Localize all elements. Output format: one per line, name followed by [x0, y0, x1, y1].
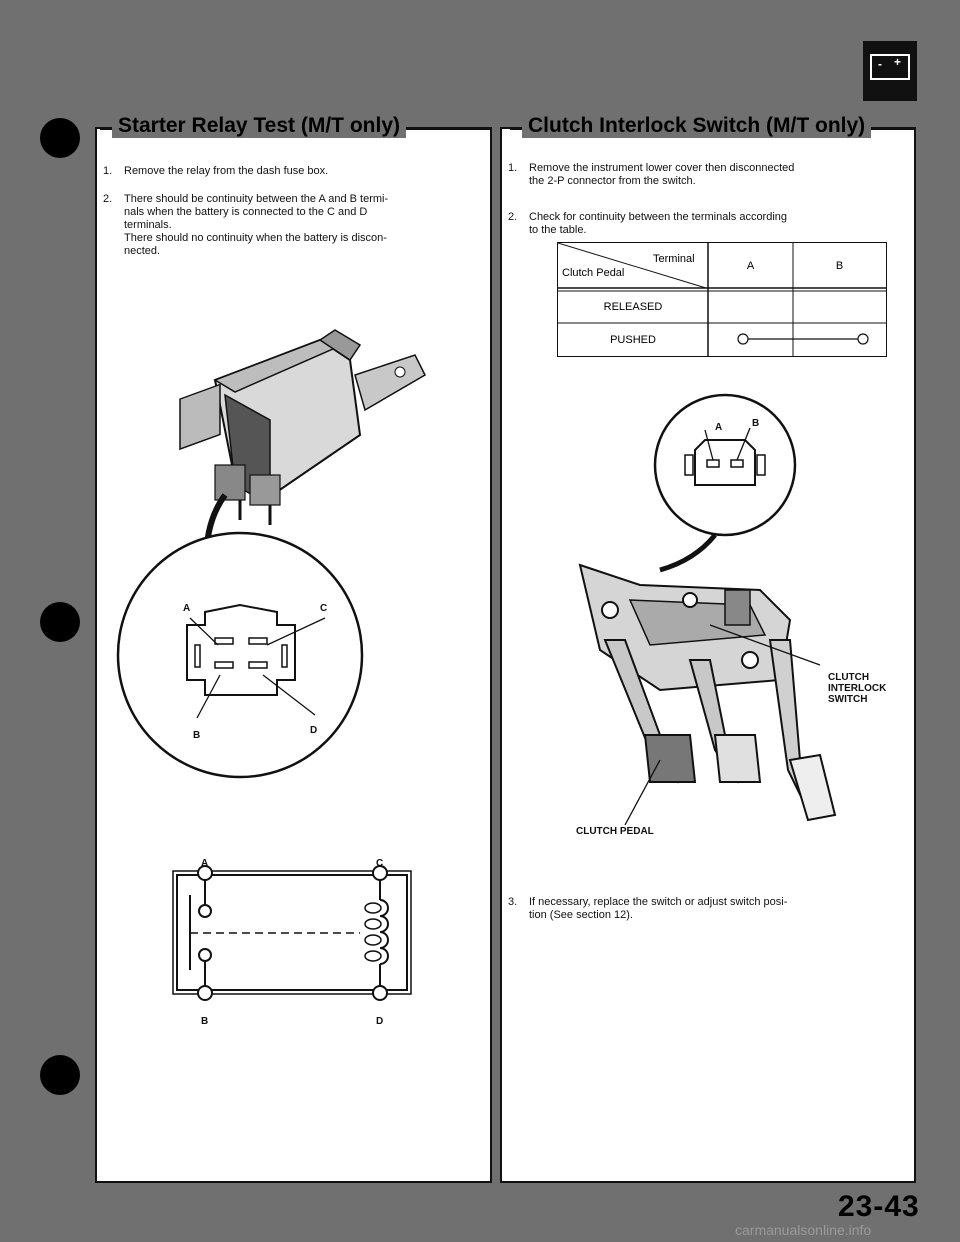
relay-terminal-c-label: C [320, 603, 328, 614]
switch-terminal-a-label: A [715, 422, 723, 433]
binder-hole [40, 118, 80, 158]
step-text: the 2-P connector from the switch. [529, 175, 696, 187]
clutch-pedal-label: CLUTCH PEDAL [576, 826, 654, 837]
battery-icon [863, 41, 917, 101]
title-rule [406, 128, 492, 130]
relay-schematic [165, 845, 425, 1015]
step-text: Remove the instrument lower cover then disconnected [529, 162, 795, 174]
schematic-a-label: A [201, 858, 209, 869]
table-col-b: B [835, 259, 844, 272]
battery-minus-label: - [878, 57, 882, 71]
right-step-3 [508, 896, 903, 926]
table-row-pushed: PUSHED [610, 333, 656, 346]
switch-label-line: INTERLOCK [828, 683, 887, 694]
left-step-2 [103, 193, 483, 273]
binder-hole [40, 602, 80, 642]
step-number: 3. [508, 896, 518, 908]
step-text: Remove the relay from the dash fuse box. [124, 165, 329, 177]
step-text: to the table. [529, 224, 587, 236]
title-rule [871, 128, 914, 130]
continuity-table [557, 242, 887, 357]
page-number: 23-43 [838, 1190, 920, 1223]
step-text: terminals. [124, 219, 172, 231]
step-text: nals when the battery is connected to the C and D [124, 206, 368, 218]
pedal-assembly-illustration [510, 390, 910, 830]
switch-label-line: CLUTCH [828, 672, 870, 683]
clutch-switch-title: Clutch Interlock Switch (M/T only) [522, 114, 871, 138]
step-number: 1. [508, 162, 518, 174]
right-step-1 [508, 162, 903, 192]
right-step-2 [508, 211, 903, 241]
relay-terminal-a-label: A [183, 603, 191, 614]
schematic-b-label: B [201, 1016, 209, 1027]
step-text: There should no continuity when the battery is discon- [124, 232, 387, 244]
relay-terminal-d-label: D [310, 725, 318, 736]
step-number: 1. [103, 165, 113, 177]
step-text: Check for continuity between the terminals according [529, 211, 788, 223]
step-text: If necessary, replace the switch or adjust switch posi- [529, 896, 788, 908]
step-text: tion (See section 12). [529, 909, 633, 921]
step-text: There should be continuity between the A and B termi- [124, 193, 389, 205]
switch-terminal-b-label: B [752, 418, 760, 429]
battery-plus-label: + [894, 55, 902, 69]
schematic-d-label: D [376, 1016, 384, 1027]
table-row-released: RELEASED [603, 301, 663, 313]
starter-relay-title: Starter Relay Test (M/T only) [112, 114, 406, 138]
step-text: nected. [124, 245, 161, 257]
table-corner-terminal: Terminal [653, 253, 695, 265]
step-number: 2. [508, 211, 518, 223]
relay-terminal-b-label: B [193, 730, 201, 741]
binder-hole [40, 1055, 80, 1095]
table-corner-pedal: Clutch Pedal [562, 267, 625, 279]
relay-illustration [95, 300, 495, 860]
schematic-c-label: C [376, 858, 384, 869]
watermark: carmanualsonline.info [735, 1222, 872, 1238]
continuity-marker [723, 325, 883, 355]
step-number: 2. [103, 193, 113, 205]
table-col-a: A [746, 259, 755, 272]
clutch-interlock-switch-label [828, 672, 886, 705]
switch-label-line: SWITCH [828, 694, 868, 705]
